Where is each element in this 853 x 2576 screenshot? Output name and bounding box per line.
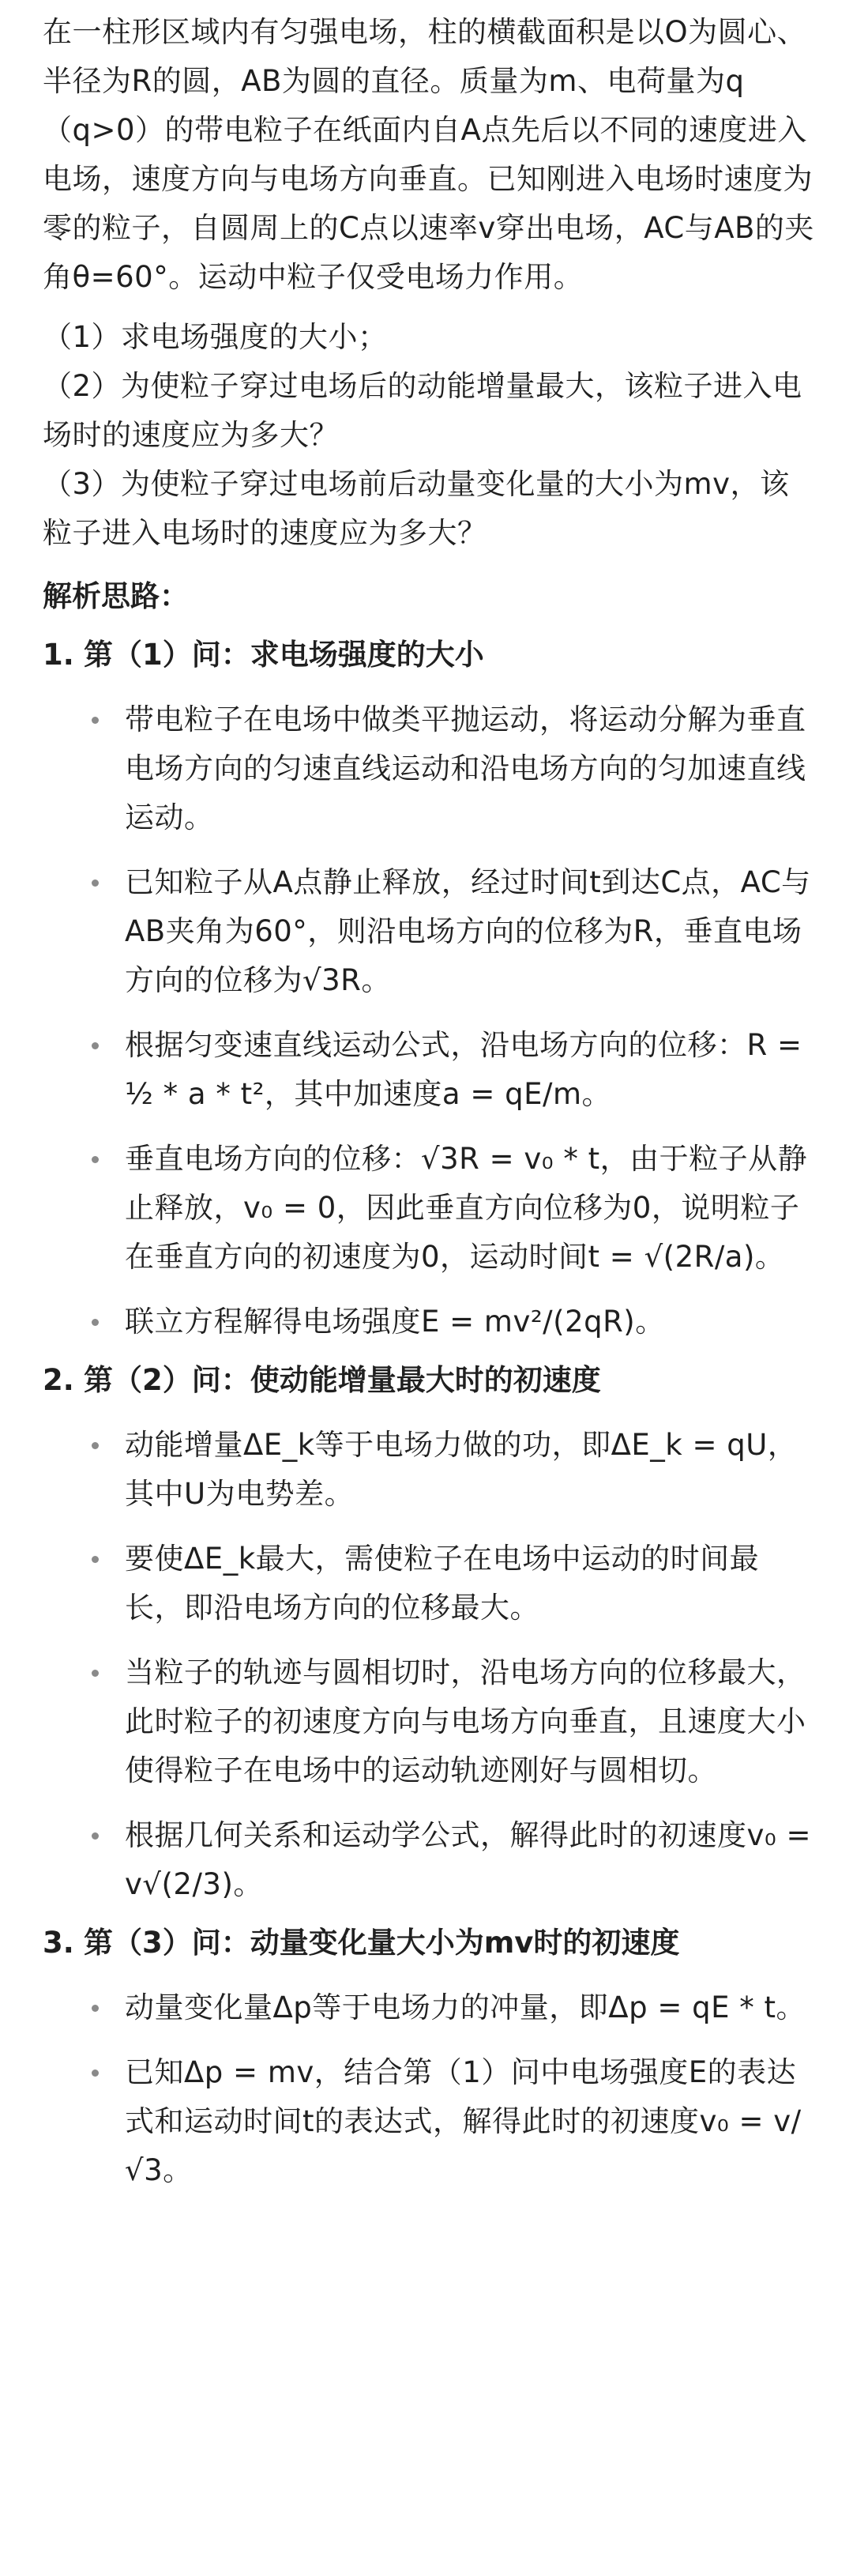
list-item bbox=[43, 1135, 817, 1282]
list-item bbox=[43, 1983, 817, 2032]
bullet-dot-icon bbox=[92, 1670, 99, 1677]
list-item bbox=[43, 1297, 817, 1346]
list-item-text: 动量变化量Δp等于电场力的冲量，即Δp = qE * t。 bbox=[125, 1990, 806, 2024]
list-item-text: 动能增量ΔE_k等于电场力做的功，即ΔE_k = qU，其中U为电势差。 bbox=[125, 1428, 798, 1511]
problem-statement: 在一柱形区域内有匀强电场，柱的横截面积是以O为圆心、半径为R的圆，AB为圆的直径。质量为m、电荷量为q（q>0）的带电粒子在纸面内自A点先后以不同的速度进入电场，速度方向与电场方向垂直。已知刚进入电场时速度为零的粒子，自圆周上的C点以速率v穿出电场，AC与AB的夹角θ=60°。运动中粒子仅受电场力作用。 bbox=[43, 15, 814, 294]
list-item bbox=[43, 1421, 817, 1519]
section-3-bullets bbox=[43, 1983, 817, 2195]
list-item bbox=[43, 2048, 817, 2195]
list-item-text: 联立方程解得电场强度E = mv²/(2qR)。 bbox=[125, 1305, 665, 1339]
bullet-dot-icon bbox=[92, 2005, 99, 2012]
list-item bbox=[43, 1021, 817, 1119]
list-item bbox=[43, 1535, 817, 1633]
list-item-text: 已知粒子从A点静止释放，经过时间t到达C点，AC与AB夹角为60°，则沿电场方向的位移为R，垂直电场方向的位移为√3R。 bbox=[125, 865, 811, 997]
list-item-text: 垂直电场方向的位移：√3R = v₀ * t，由于粒子从静止释放，v₀ = 0，因此垂直方向位移为0，说明粒子在垂直方向的初速度为0，运动时间t = √(2R/a)。 bbox=[125, 1142, 808, 1274]
section-1-title-text: 第（1）问：求电场强度的大小 bbox=[84, 638, 484, 672]
bullet-dot-icon bbox=[92, 1832, 99, 1840]
section-2-title-text: 第（2）问：使动能增量最大时的初速度 bbox=[84, 1363, 601, 1397]
list-item-text: 已知Δp = mv，结合第（1）问中电场强度E的表达式和运动时间t的表达式，解得此时的初速度v₀ = v/√3。 bbox=[125, 2055, 802, 2187]
section-2-number: 2. bbox=[43, 1363, 74, 1397]
section-3-title-text: 第（3）问：动量变化量大小为mv时的初速度 bbox=[84, 1926, 680, 1960]
bullet-dot-icon bbox=[92, 1442, 99, 1449]
list-item bbox=[43, 858, 817, 1005]
section-1 bbox=[43, 631, 817, 1346]
list-item-text: 当粒子的轨迹与圆相切时，沿电场方向的位移最大，此时粒子的初速度方向与电场方向垂直，且速度大小使得粒子在电场中的运动轨迹刚好与圆相切。 bbox=[125, 1655, 806, 1787]
question-1: （1）求电场强度的大小； bbox=[43, 320, 388, 354]
section-1-number: 1. bbox=[43, 638, 74, 672]
bullet-dot-icon bbox=[92, 1156, 99, 1163]
list-item bbox=[43, 695, 817, 842]
section-1-bullets bbox=[43, 695, 817, 1346]
list-item bbox=[43, 1648, 817, 1795]
list-item-text: 根据几何关系和运动学公式，解得此时的初速度v₀ = v√(2/3)。 bbox=[125, 1818, 811, 1901]
question-list bbox=[43, 313, 817, 558]
bullet-dot-icon bbox=[92, 717, 99, 724]
section-1-title bbox=[43, 631, 817, 680]
bullet-dot-icon bbox=[92, 1319, 99, 1326]
section-2-bullets bbox=[43, 1421, 817, 1909]
list-item bbox=[43, 1811, 817, 1909]
section-3 bbox=[43, 1919, 817, 2195]
bullet-dot-icon bbox=[92, 2069, 99, 2077]
analysis-heading: 解析思路： bbox=[43, 579, 189, 613]
bullet-dot-icon bbox=[92, 1042, 99, 1049]
section-2 bbox=[43, 1356, 817, 1909]
list-item-text: 要使ΔE_k最大，需使粒子在电场中运动的时间最长，即沿电场方向的位移最大。 bbox=[125, 1542, 760, 1625]
list-item-text: 带电粒子在电场中做类平抛运动，将运动分解为垂直电场方向的匀速直线运动和沿电场方向的匀加速直线运动。 bbox=[125, 702, 806, 834]
bullet-dot-icon bbox=[92, 1556, 99, 1563]
section-3-title bbox=[43, 1919, 817, 1968]
question-3: （3）为使粒子穿过电场前后动量变化量的大小为mv，该粒子进入电场时的速度应为多大？ bbox=[43, 467, 790, 550]
section-3-number: 3. bbox=[43, 1926, 74, 1960]
list-item-text: 根据匀变速直线运动公式，沿电场方向的位移：R = ½ * a * t²，其中加速度a = qE/m。 bbox=[125, 1028, 802, 1111]
bullet-dot-icon bbox=[92, 879, 99, 887]
section-2-title bbox=[43, 1356, 817, 1405]
question-2: （2）为使粒子穿过电场后的动能增量最大，该粒子进入电场时的速度应为多大？ bbox=[43, 369, 802, 452]
